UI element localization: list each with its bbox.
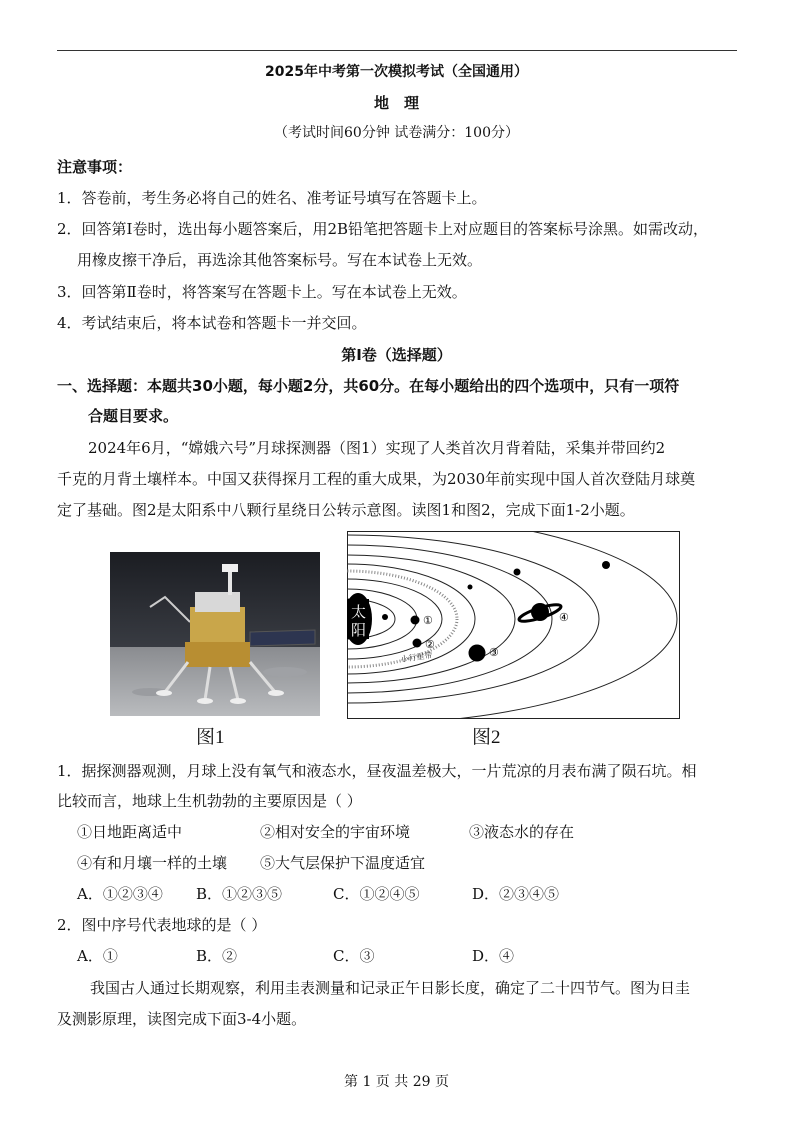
notes-heading: 注意事项： (57, 158, 133, 176)
q1-option-b: B．①②③⑤ (196, 885, 283, 903)
sun-label-1: 太 (351, 603, 367, 621)
note-item: 用橡皮擦干净后，再选涂其他答案标号。写在本试卷上无效。 (77, 251, 483, 269)
passage-line: 定了基础。图2是太阳系中八颗行星绕日公转示意图。读图1和图2，完成下面1-2小题。 (57, 501, 635, 519)
planet-3 (469, 645, 486, 662)
q1-choice: ④有和月壤一样的土壤 (77, 854, 228, 872)
planet-mercury (382, 614, 388, 620)
note-item: 3．回答第Ⅱ卷时，将答案写在答题卡上。写在本试卷上无效。 (57, 283, 467, 301)
q1-choice: ②相对安全的宇宙环境 (260, 823, 411, 841)
planet-neptune (602, 561, 610, 569)
passage-line: 2024年6月，“嫦娥六号”月球探测器（图1）实现了人类首次月背着陆，采集并带回约2 (88, 439, 666, 457)
sun-label-2: 阳 (351, 621, 367, 639)
planet-mars (468, 585, 473, 590)
q1-option-c: C．①②④⑤ (333, 885, 420, 903)
subject-title: 地 理 (373, 94, 419, 112)
section-instruction-cont: 合题目要求。 (88, 407, 179, 425)
passage-line: 千克的月背土壤样本。中国又获得探月工程的重大成果，为2030年前实现中国人首次登陆月球奠 (57, 470, 696, 488)
q1-option-a: A．①②③④ (77, 885, 163, 903)
q2-option-d: D．④ (472, 947, 515, 965)
passage2-line: 及测影原理，读图完成下面3-4小题。 (57, 1010, 307, 1028)
section-instruction: 一、选择题：本题共30小题，每小题2分，共60分。在每小题给出的四个选项中，只有一项符 (57, 377, 680, 395)
section-title: 第Ⅰ卷（选择题） (341, 346, 452, 364)
figure1-caption: 图1 (196, 727, 225, 748)
passage2-line: 我国古人通过长期观察，利用圭表测量和记录正午日影长度，确定了二十四节气。图为日圭 (90, 979, 691, 997)
planet-1 (411, 616, 420, 625)
q1-choice: ③液态水的存在 (469, 823, 575, 841)
q2-stem: 2．图中序号代表地球的是（ ） (57, 916, 267, 934)
lander-photo (110, 552, 320, 716)
exam-title: 2025年中考第一次模拟考试（全国通用） (265, 64, 528, 80)
q2-option-a: A．① (77, 947, 118, 965)
planet-2 (413, 639, 422, 648)
figure2-caption: 图2 (472, 727, 501, 748)
planet-uranus (514, 569, 521, 576)
q2-option-c: C．③ (333, 947, 375, 965)
note-item: 1．答卷前，考生务必将自己的姓名、准考证号填写在答题卡上。 (57, 189, 487, 207)
note-item: 4．考试结束后，将本试卷和答题卡一并交回。 (57, 314, 367, 332)
q1-stem-cont: 比较而言，地球上生机勃勃的主要原因是（ ） (57, 792, 362, 810)
asteroid-belt-label: 小行星带 (400, 650, 433, 664)
page-footer: 第 1 页 共 29 页 (344, 1074, 449, 1090)
q1-stem: 1．据探测器观测，月球上没有氧气和液态水，昼夜温差极大，一片荒凉的月表布满了陨石坑。相 (57, 762, 697, 780)
planet-label-3: ③ (489, 646, 499, 659)
planet-label-4: ④ (559, 611, 569, 624)
exam-info: （考试时间60分钟 试卷满分：100分） (274, 125, 519, 141)
q2-option-b: B．② (196, 947, 238, 965)
q1-choice: ⑤大气层保护下温度适宜 (260, 854, 426, 872)
q1-choice: ①日地距离适中 (77, 823, 183, 841)
solar-system-diagram (347, 531, 680, 719)
note-item: 2．回答第Ⅰ卷时，选出每小题答案后，用2B铅笔把答题卡上对应题目的答案标号涂黑。如需改动， (57, 220, 709, 238)
planet-label-2: ② (425, 638, 435, 651)
planet-label-1: ① (423, 614, 433, 627)
header-rule (57, 50, 737, 51)
q1-option-d: D．②③④⑤ (472, 885, 560, 903)
